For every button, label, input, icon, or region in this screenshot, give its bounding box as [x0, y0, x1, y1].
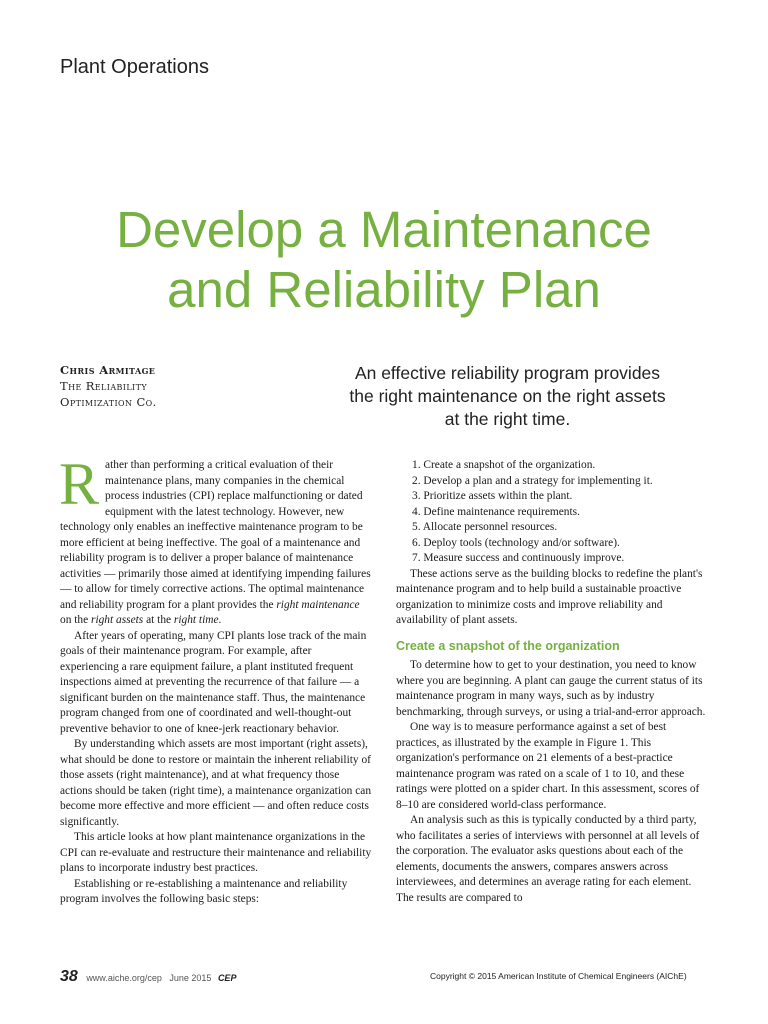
emphasis-right-time: right time	[173, 614, 219, 626]
intro-text-3: at the	[143, 614, 174, 626]
intro-text-4: .	[218, 614, 222, 626]
body-paragraph: By understanding which assets are most important (right assets), what should be done to restore or maintain the inherent reliability of those assets (right maintenance), and at what frequency those actions should be taken (right time), a maintenance organization can become more effective and more efficient — and often reduce costs significantly.	[60, 738, 372, 828]
article-title	[0, 200, 768, 320]
right-column	[396, 458, 708, 906]
section-label: Plant Operations	[60, 56, 209, 78]
intro-paragraph	[59, 451, 372, 629]
publication-logo: CEP	[217, 973, 237, 983]
emphasis-right-maintenance: right maintenance	[276, 598, 360, 611]
body-paragraph: Establishing or re-establishing a maintenance and reliability program involves the following basic steps:	[60, 877, 348, 905]
list-item: 3. Prioritize assets within the plant.	[412, 490, 573, 502]
body-paragraph: An analysis such as this is typically conducted by a third party, who facilitates a series of interviews with personnel at all levels of the corporation. The evaluator asks questions about each of the elements, documents the answers, compares answers across interviewees, and determines an average rating for each element. The results are compared to	[396, 814, 700, 904]
copyright-notice: Copyright © 2015 American Institute of Chemical Engineers (AIChE)	[430, 971, 687, 981]
author-name: Chris Armitage	[60, 363, 156, 377]
drop-cap: R	[59, 451, 100, 517]
body-paragraph: These actions serve as the building blocks to redefine the plant's maintenance program and to help build a sustainable proactive organization to minimize costs and improve reliability and availability of plant assets.	[396, 567, 703, 626]
author-block	[60, 362, 157, 410]
body-paragraph: After years of operating, many CPI plants lose track of the main goals of their maintenance program. For example, after experiencing a rare equipment failure, a plant instituted frequent inspections aimed at preventing the recurrence of that failure — a significant burden on the maintenance staff. Thus, the maintenance program changed from one of coordinated and well-thought-out preventive behavior to one of knee-jerk reactionary behavior.	[60, 629, 367, 735]
footer-date: June 2015	[169, 973, 212, 983]
deck-line-3: at the right time.	[444, 409, 571, 429]
body-paragraph: This article looks at how plant maintenance organizations in the CPI can re-evaluate and restructure their maintenance and reliability plans to incorporate industry best practices.	[60, 831, 372, 874]
list-item: 6. Deploy tools (technology and/or software).	[412, 536, 620, 549]
deck-line-1: An effective reliability program provides	[354, 363, 661, 383]
article-deck	[330, 362, 685, 431]
page-footer	[60, 968, 236, 986]
list-item: 1. Create a snapshot of the organization.	[412, 459, 596, 471]
author-organization-line-1: The Reliability	[60, 379, 148, 393]
deck-line-2: the right maintenance on the right assets	[349, 386, 666, 406]
body-paragraph: To determine how to get to your destination, you need to know where you are beginning. A plant can gauge the current status of its maintenance program in many ways, such as by industry benchmarking, through surveys, or using a trial-and-error approach.	[396, 659, 706, 718]
steps-list	[396, 458, 708, 567]
page-number: 38	[60, 968, 78, 985]
footer-url: www.aiche.org/cep	[86, 973, 162, 983]
title-line-1: Develop a Maintenance	[116, 201, 652, 258]
emphasis-right-assets: right assets	[91, 614, 144, 626]
intro-text-2: on the	[60, 614, 92, 626]
left-column	[59, 451, 372, 908]
intro-text: ather than performing a critical evaluation of their maintenance plans, many companies in the chemical process industries (CPI) replace malfunctioning or dated equipment with the latest technology. However, new technology only enables an ineffective maintenance program to be more efficient at being ineffective. The goal of a maintenance and reliability program is to deliver a proper balance of maintenance activities — primarily those aimed at identifying impending failures — to allow for timely corrective actions. The optimal maintenance and reliability program for a plant provides the	[60, 459, 371, 611]
list-item: 2. Develop a plan and a strategy for implementing it.	[412, 474, 653, 487]
list-item: 4. Define maintenance requirements.	[412, 505, 580, 518]
body-paragraph: One way is to measure performance against a set of best practices, as illustrated by the example in Figure 1. This organization's performance on 21 elements of a best-practice maintenance program was rated on a scale of 1 to 10, and these ratings were plotted on a spider chart. In this assessment, scores of 8–10 are considered world-class performance.	[396, 721, 700, 811]
title-line-2: and Reliability Plan	[167, 261, 601, 318]
list-item: 7. Measure success and continuously improve.	[412, 552, 625, 564]
section-subheading: Create a snapshot of the organization	[396, 638, 620, 653]
author-organization-line-2: Optimization Co.	[60, 395, 157, 409]
list-item: 5. Allocate personnel resources.	[412, 521, 558, 533]
